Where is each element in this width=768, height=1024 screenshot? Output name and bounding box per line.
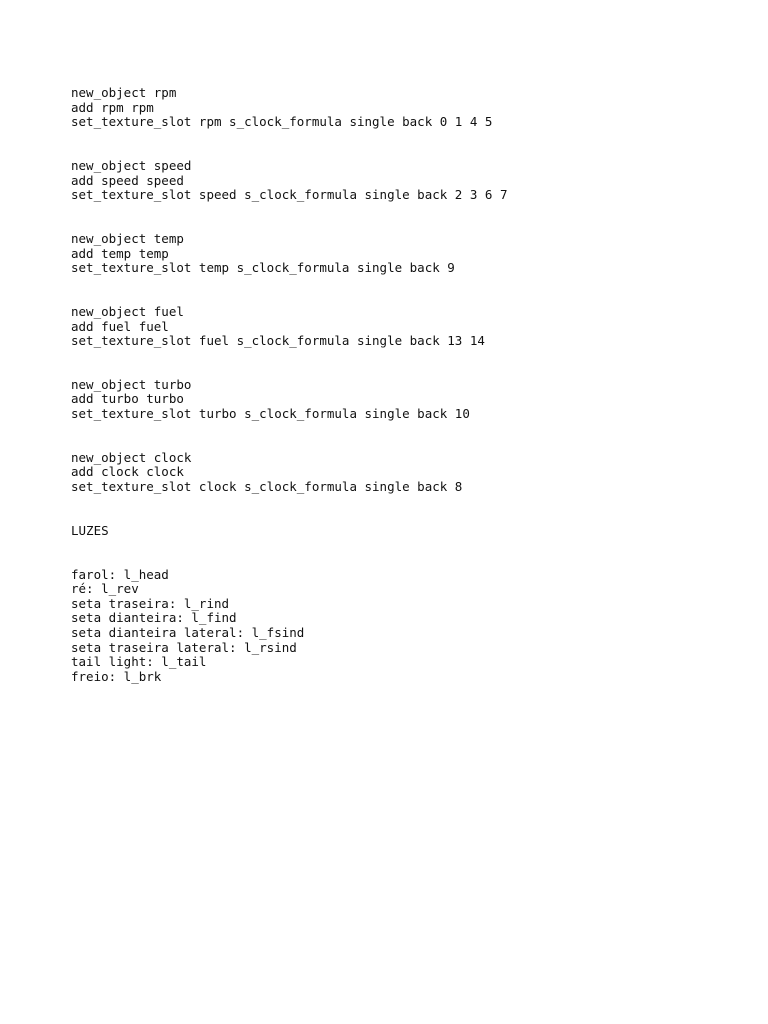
code-line: add rpm rpm [71,99,154,115]
code-line: add turbo turbo [71,391,184,407]
object-block-fuel [71,305,748,349]
code-line: new_object rpm [71,85,177,100]
code-line: new_object fuel [71,303,184,319]
code-line: add fuel fuel [71,318,169,334]
lights-item: seta dianteira lateral: l_fsind [71,624,305,640]
lights-list [71,568,748,685]
code-line: add clock clock [71,464,184,480]
object-block-turbo [71,378,748,422]
code-line: set_texture_slot temp s_clock_formula single back 9 [71,260,455,276]
code-line: add temp temp [71,245,169,261]
code-line: set_texture_slot turbo s_clock_formula single back 10 [71,406,470,422]
object-block-rpm [71,86,748,130]
lights-item: ré: l_rev [71,581,139,597]
lights-heading: LUZES [71,522,109,538]
lights-item: freio: l_brk [71,668,162,684]
code-line: set_texture_slot clock s_clock_formula single back 8 [71,479,463,495]
code-line: new_object clock [71,449,192,465]
lights-item: seta traseira lateral: l_rsind [71,639,297,655]
document-body [71,86,748,684]
code-line: new_object temp [71,230,184,246]
code-line: new_object speed [71,157,192,173]
object-block-speed [71,159,748,203]
code-line: set_texture_slot fuel s_clock_formula single back 13 14 [71,333,485,349]
lights-item: tail light: l_tail [71,654,207,670]
code-line: add speed speed [71,172,184,188]
code-line: set_texture_slot rpm s_clock_formula single back 0 1 4 5 [71,114,493,130]
code-line: set_texture_slot speed s_clock_formula single back 2 3 6 7 [71,187,508,203]
object-block-temp [71,232,748,276]
lights-item: seta traseira: l_rind [71,595,230,611]
lights-item: seta dianteira: l_find [71,610,237,626]
lights-item: farol: l_head [71,566,169,582]
code-line: new_object turbo [71,376,192,392]
object-block-clock [71,451,748,495]
